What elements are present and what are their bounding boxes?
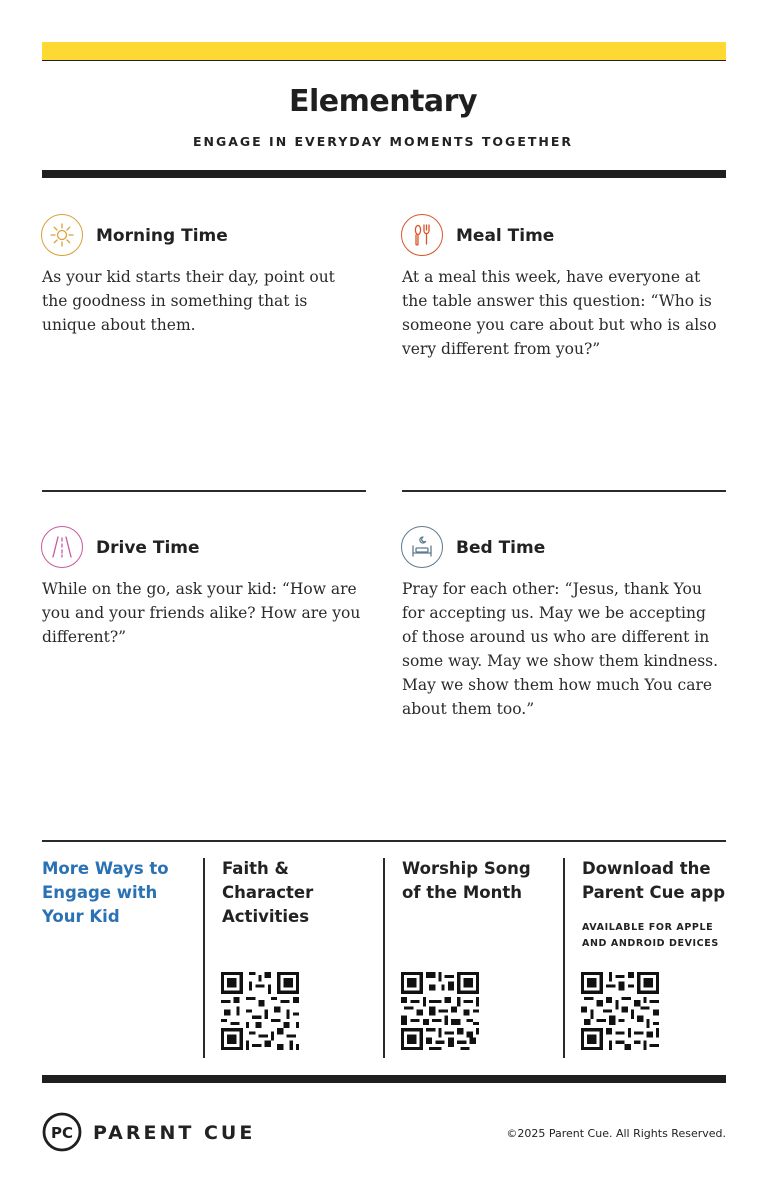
road-icon xyxy=(41,526,83,568)
bed-time-body: Pray for each other: “Jesus, thank You for accepting us. May we be accepting of those around us who are different in some way. May we show them kindness. May we show them how much You care about them too.” xyxy=(402,580,719,718)
download-app-heading: Download the Parent Cue app xyxy=(582,859,726,902)
app-download-qr-code[interactable] xyxy=(581,972,659,1050)
faith-qr-code[interactable] xyxy=(221,972,299,1050)
meal-time-title: Meal Time xyxy=(456,226,555,246)
page-subtitle: ENGAGE IN EVERYDAY MOMENTS TOGETHER xyxy=(192,134,574,149)
page-title: Elementary xyxy=(288,84,478,119)
drive-time-body: While on the go, ask your kid: “How are you and your friends alike? How are you different?” xyxy=(42,580,361,646)
morning-time-body: As your kid starts their day, point out the goodness in something that is unique about them. xyxy=(42,268,335,334)
footer-column-divider xyxy=(203,858,205,1058)
header-divider xyxy=(42,170,726,178)
logo-mark-text: PC xyxy=(50,1124,74,1142)
brand-name: PARENT CUE xyxy=(93,1122,256,1144)
worship-song-heading: Worship Song of the Month xyxy=(402,859,531,902)
copyright-notice: ©2025 Parent Cue. All Rights Reserved. xyxy=(506,1127,726,1140)
right-section-divider xyxy=(402,490,726,492)
footer-column-divider xyxy=(563,858,565,1058)
parent-cue-logo-mark xyxy=(42,1112,82,1152)
footer-column-divider xyxy=(383,858,385,1058)
morning-time-title: Morning Time xyxy=(96,226,228,246)
parent-cue-logo xyxy=(42,1112,82,1152)
footer-top-divider xyxy=(42,840,726,842)
sun-icon xyxy=(41,214,83,256)
faith-character-heading: Faith & Character Activities xyxy=(222,859,314,926)
worship-qr-code[interactable] xyxy=(401,972,479,1050)
available-platforms-note: AVAILABLE FOR APPLE AND ANDROID DEVICES xyxy=(582,922,719,949)
left-section-divider xyxy=(42,490,366,492)
utensils-icon xyxy=(401,214,443,256)
footer-bottom-divider xyxy=(42,1075,726,1083)
bed-moon-icon xyxy=(401,526,443,568)
bed-time-title: Bed Time xyxy=(456,538,546,558)
meal-time-body: At a meal this week, have everyone at the table answer this question: “Who is someone you care about but who is also very different from you?” xyxy=(402,268,717,358)
drive-time-title: Drive Time xyxy=(96,538,200,558)
top-accent-bar xyxy=(42,42,726,61)
more-ways-heading: More Ways to Engage with Your Kid xyxy=(42,859,169,926)
